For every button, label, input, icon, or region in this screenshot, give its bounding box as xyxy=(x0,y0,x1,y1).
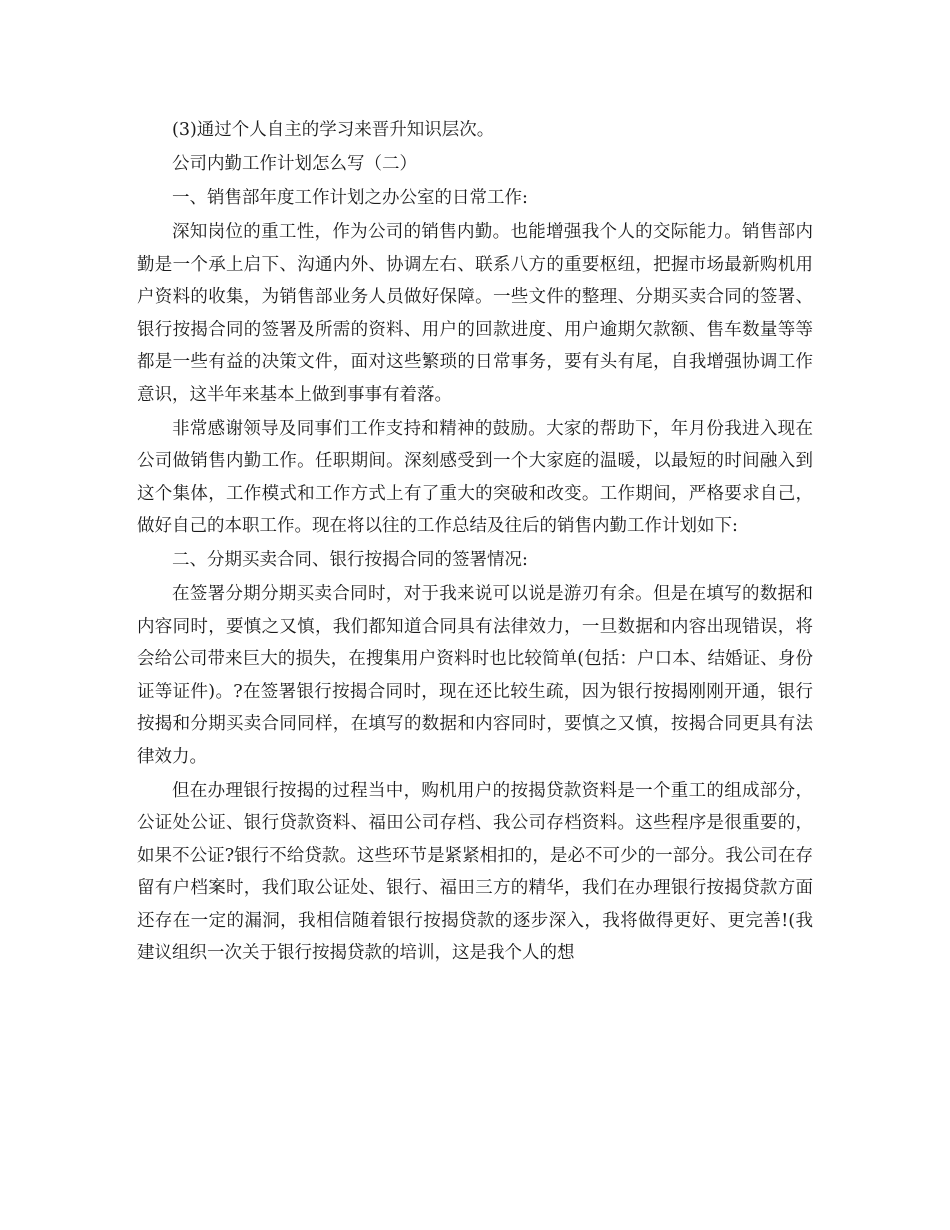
paragraph-5: 非常感谢领导及同事们工作支持和精神的鼓励。大家的帮助下，年月份我进入现在公司做销售内勤工作。任职期间。深刻感受到一个大家庭的温暖，以最短的时间融入到这个集体，工作模式和工作方式上有了重大的突破和改变。工作期间，严格要求自己，做好自己的本职工作。现在将以往的工作总结及往后的销售内勤工作计划如下: xyxy=(137,418,813,536)
paragraph-1: (3)通过个人自主的学习来晋升知识层次。 xyxy=(172,120,495,140)
paragraph-3: 一、销售部年度工作计划之办公室的日常工作: xyxy=(172,188,528,208)
paragraph-6: 二、分期买卖合同、银行按揭合同的签署情况: xyxy=(172,550,528,570)
paragraph-2: 公司内勤工作计划怎么写（二） xyxy=(172,154,417,174)
paragraph-7: 在签署分期分期买卖合同时，对于我来说可以说是游刃有余。但是在填写的数据和内容同时，要慎之又慎，我们都知道合同具有法律效力，一旦数据和内容出现错误，将会给公司带来巨大的损失，在搜集用户资料时也比较简单(包括：户口本、结婚证、身份证等证件)。?在签署银行按揭合同时，现在还比较生疏，因为银行按揭刚刚开通，银行按揭和分期买卖合同同样，在填写的数据和内容同时，要慎之又慎，按揭合同更具有法律效力。 xyxy=(137,584,813,767)
paragraph-4: 深知岗位的重工性，作为公司的销售内勤。也能增强我个人的交际能力。销售部内勤是一个承上启下、沟通内外、协调左右、联系八方的重要枢纽，把握市场最新购机用户资料的收集，为销售部业务人员做好保障。一些文件的整理、分期买卖合同的签署、银行按揭合同的签署及所需的资料、用户的回款进度、用户逾期欠款额、售车数量等等都是一些有益的决策文件，面对这些繁琐的日常事务，要有头有尾，自我增强协调工作意识，这半年来基本上做到事事有着落。 xyxy=(137,222,813,405)
paragraph-8: 但在办理银行按揭的过程当中，购机用户的按揭贷款资料是一个重工的组成部分，公证处公证、银行贷款资料、福田公司存档、我公司存档资料。这些程序是很重要的，如果不公证?银行不给贷款。这些环节是紧紧相扣的，是必不可少的一部分。我公司在存留有户档案时，我们取公证处、银行、福田三方的精华，我们在办理银行按揭贷款方面还存在一定的漏洞，我相信随着银行按揭贷款的逐步深入，我将做得更好、更完善!(我建议组织一次关于银行按揭贷款的培训，这是我个人的想 xyxy=(137,780,813,963)
document-body xyxy=(137,114,813,971)
